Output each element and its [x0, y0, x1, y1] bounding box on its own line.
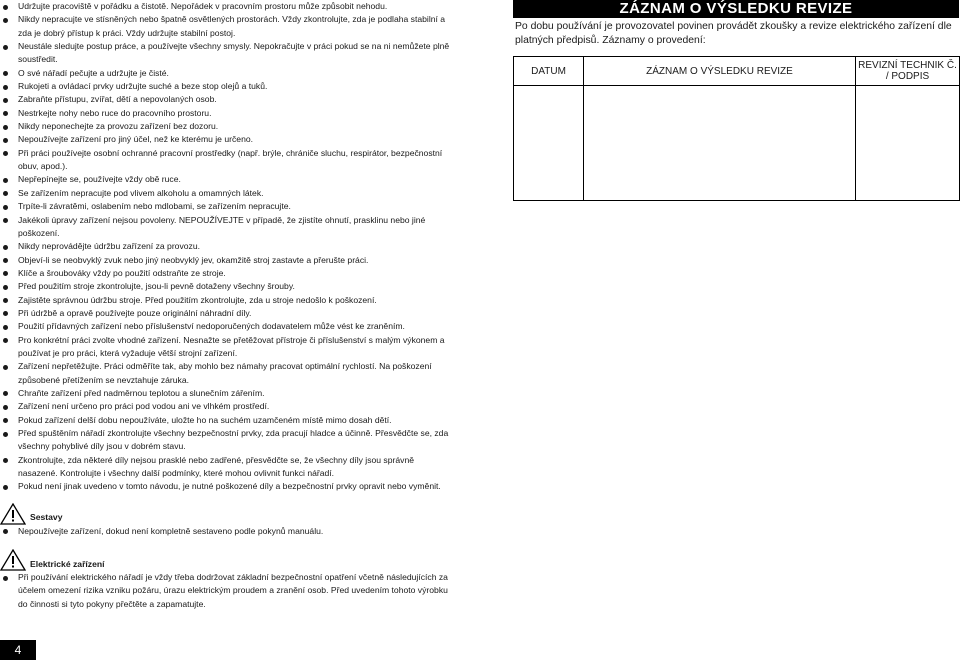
list-item: Při údržbě a opravě používejte pouze originální náhradní díly. — [0, 307, 450, 320]
list-item: Při práci používejte osobní ochranné pracovní prostředky (např. brýle, chrániče sluchu, respirátor, bezpečnostní obuv, apod.). — [0, 147, 450, 174]
list-item: Před spuštěním nářadí zkontrolujte všechny bezpečnostní prvky, zda pracují hladce a účinně. Přesvědčte se, zda všechny pohyblivé díly jsou v dobrém stavu. — [0, 427, 450, 454]
list-item: Při používání elektrického nářadí je vždy třeba dodržovat základní bezpečnostní opatření včetně následujících za účelem omezení rizika vzniku požáru, úrazu elektrickým proudem a zranění osob. Před uvedením tohoto výrobku do činnosti si tyto pokyny přečtěte a zapamatujte. — [0, 571, 450, 611]
table-cell-date[interactable] — [514, 86, 584, 201]
list-item: Zařízení nepřetěžujte. Práci odměříte tak, aby mohlo bez námahy pracovat optimální rychlostí. Na poškození způsobené přetížením se nevztahuje záruka. — [0, 360, 450, 387]
list-item: Pro konkrétní práci zvolte vhodné zařízení. Nesnažte se přetěžovat přístroje či příslušenství s malým výkonem a používat je pro práci, která vyžaduje větší strojní zařízení. — [0, 334, 450, 361]
list-item: Jakékoli úpravy zařízení nejsou povoleny. NEPOUŽÍVEJTE v případě, že zjistíte ohnutí, prasklinu nebo jiné poškození. — [0, 214, 450, 241]
list-item: Nepřepínejte se, používejte vždy obě ruce. — [0, 173, 450, 186]
safety-rules-column — [0, 0, 450, 611]
table-cell-technician[interactable] — [856, 86, 960, 201]
column-header-date: DATUM — [514, 57, 584, 86]
list-item: Zařízení není určeno pro práci pod vodou ani ve vlhkém prostředí. — [0, 400, 450, 413]
list-item: Se zařízením nepracujte pod vlivem alkoholu a omamných látek. — [0, 187, 450, 200]
list-item: Rukojeti a ovládací prvky udržujte suché a beze stop olejů a tuků. — [0, 80, 450, 93]
list-item: Před použitím stroje zkontrolujte, jsou-li pevně dotaženy všechny šrouby. — [0, 280, 450, 293]
list-item: Neustále sledujte postup práce, a používejte všechny smysly. Nepokračujte v práci pokud se na ni nemůžete plně soustředit. — [0, 40, 450, 67]
list-item: Zajistěte správnou údržbu stroje. Před použitím zkontrolujte, zda u stroje nedošlo k poškození. — [0, 294, 450, 307]
list-item: Pokud není jinak uvedeno v tomto návodu, je nutné poškozené díly a bezpečnostní prvky opravit nebo vyměnit. — [0, 480, 450, 493]
list-item: O své nářadí pečujte a udržujte je čisté. — [0, 67, 450, 80]
section-electric-heading — [0, 549, 450, 571]
list-item: Objeví-li se neobvyklý zvuk nebo jiný neobvyklý jev, okamžitě stroj zastavte a přerušte práci. — [0, 254, 450, 267]
list-item: Nepoužívejte zařízení pro jiný účel, než ke kterému je určeno. — [0, 133, 450, 146]
column-header-technician: REVIZNÍ TECHNIK Č. / PODPIS — [856, 57, 960, 86]
warning-triangle-icon — [0, 503, 26, 525]
list-item: Nikdy neprovádějte údržbu zařízení za provozu. — [0, 240, 450, 253]
record-title: ZÁZNAM O VÝSLEDKU REVIZE — [513, 0, 959, 18]
list-item: Nikdy nepracujte ve stísněných nebo špatně osvětlených prostorách. Vždy zkontrolujte, zda je podlaha stabilní a zda je dobrý přístup k práci. Vždy udržujte stabilní postoj. — [0, 13, 450, 40]
list-item: Zabraňte přístupu, zvířat, dětí a nepovolaných osob. — [0, 93, 450, 106]
list-item: Použití přídavných zařízení nebo příslušenství nedoporučených dodavatelem může vést ke zraněním. — [0, 320, 450, 333]
list-item: Zkontrolujte, zda některé díly nejsou prasklé nebo zadřené, přesvědčte se, že všechny díly jsou správně nasazené. Kontrolujte i všechny další podmínky, které mohou ovlivnit funkci nářadí. — [0, 454, 450, 481]
rules-list-electric — [0, 571, 450, 611]
rules-list-assembly — [0, 525, 450, 538]
list-item: Nepoužívejte zařízení, dokud není kompletně sestaveno podle pokynů manuálu. — [0, 525, 450, 538]
warning-triangle-icon — [0, 549, 26, 571]
list-item: Pokud zařízení delší dobu nepoužíváte, uložte ho na suchém uzamčeném místě mimo dosah dětí. — [0, 414, 450, 427]
table-row — [514, 86, 960, 201]
section-assembly-title: Sestavy — [30, 512, 63, 523]
list-item: Nestrkejte nohy nebo ruce do pracovního prostoru. — [0, 107, 450, 120]
list-item: Chraňte zařízení před nadměrnou teplotou a slunečním zářením. — [0, 387, 450, 400]
table-cell-result[interactable] — [584, 86, 856, 201]
list-item: Nikdy neponechejte za provozu zařízení bez dozoru. — [0, 120, 450, 133]
record-intro: Po dobu používání je provozovatel povinen provádět zkoušky a revize elektrického zařízení dle platných předpisů. Záznamy o provedení: — [515, 21, 952, 46]
list-item: Trpíte-li závratěmi, oslabením nebo mdlobami, se zařízením nepracujte. — [0, 200, 450, 213]
list-item: Klíče a šroubováky vždy po použití odstraňte ze stroje. — [0, 267, 450, 280]
page-number: 4 — [0, 640, 36, 660]
rules-list-main — [0, 0, 450, 494]
list-item: Udržujte pracoviště v pořádku a čistotě. Nepořádek v pracovním prostoru může způsobit nehodu. — [0, 0, 450, 13]
section-electric-title: Elektrické zařízení — [30, 558, 105, 569]
section-assembly-heading — [0, 503, 450, 525]
revision-record-panel — [513, 0, 959, 201]
column-header-result: ZÁZNAM O VÝSLEDKU REVIZE — [584, 57, 856, 86]
revision-record-table — [513, 56, 960, 201]
